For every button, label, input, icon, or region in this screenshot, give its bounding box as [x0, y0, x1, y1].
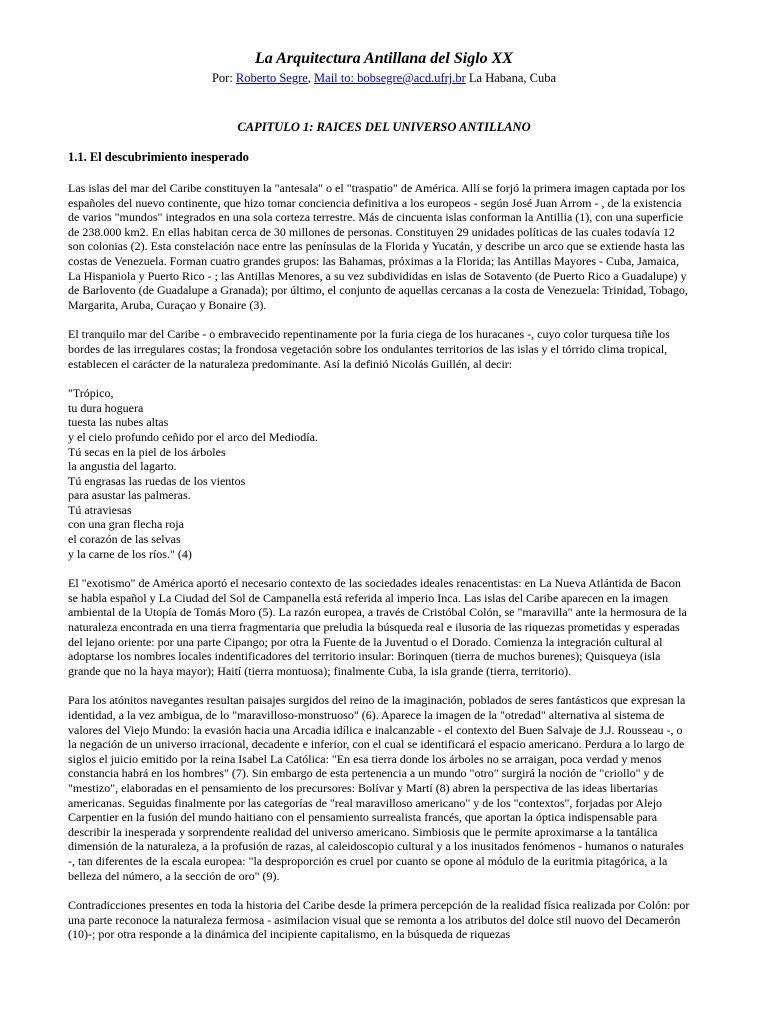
byline-separator: , — [307, 71, 315, 85]
poem-line: Tú secas en la piel de los árboles — [68, 444, 226, 459]
paragraph: El "exotismo" de América aportó el necesario contexto de las sociedades ideales renacentistas: en La Nueva Atlántida de Bacon se habla español y La Ciudad del Sol de Campanella está referida al imperio Inca. Las islas del Caribe aparecen en la imagen ambiental de la Utopía de Tomás Moro (5). La razón europea, a través de Cristóbal Colón, se "maravilla" ante la hermosura de la naturaleza encontrada en una tierra fragmentaria que preludia la búsqueda real e ilusoria de las riquezas prometidas y esperadas del lejano oriente: por una parte Cipango; por otra la Fuente de la Juventud o el Dorado. Comienza la integración cultural al adoptarse los nombres locales indentificadores del territorio insular: Borinquen (tierra de muchos burenes); Quisqueya (isla grande que no la haya mayor); Haití (tierra montuosa); finalmente Cuba, la isla grande (tierra, territorio). — [68, 576, 687, 678]
poem-quote — [68, 386, 690, 561]
byline — [0, 71, 768, 86]
poem-line: tu dura hoguera — [68, 400, 144, 415]
poem-line: el corazón de las selvas — [68, 532, 181, 547]
paragraph: Para los atónitos navegantes resultan paisajes surgidos del reino de la imaginación, poblados de seres fantásticos que expresan la identidad, a la vez ambigua, de lo "maravilloso-monstruoso" (6). Aparece la imagen de la "otredad" alternativa al sistema de valores del Viejo Mundo: la evasión hacia una Arcadia idílica e inalcanzable - el contexto del Buen Salvaje de J.J. Rousseau -, o la negación de un universo irracional, decadente e inferior, con el cual se identificará el espacio americano. Perdura a lo largo de siglos el juicio emitido por la reina Isabel La Católica: "En esa tierra donde los árboles no se arraigan, poca verdad y menos constancia habrá en los hombres" (7). Sin embargo de esta pertenencia a un mundo "otro" surgirá la noción de "criollo" y de "mestizo", elaboradas en el pensamiento de los precursores: Bolívar y Martí (8) abren la perspectiva de las ideas libertarias americanas. Seguidas finalmente por las categorías de "real maravilloso americano" y de los "contextos", forjadas por Alejo Carpentier en la fusión del mundo haitiano con el pensamiento surrealista francés, que aportan la óptica indispensable para describir la inesperada y sorprendente realidad del universo americano. Simbiosis que le permite aproximarse a la tantálica dimensión de la naturaleza, a la profusión de razas, al caleidoscopio cultural y a los inusitados fenómenos - humanos o naturales -, tan diferentes de la escala europea: "la desproporción es cruel por cuanto se opone al módulo de la euritmia pitagórica, a la belleza del número, a la sección de oro" (9). — [68, 693, 686, 883]
paragraph: Las islas del mar del Caribe constituyen la "antesala" o el "traspatio" de América. Allí se forjó la primera imagen captada por los españoles del nuevo continente, que hizo tomar conciencia definitiva a los europeos - según José Juan Arrom - , de la existencia de varios "mundos" integrados en una sola corteza terrestre. Más de cincuenta islas conforman la Antillia (1), con una superficie de 238.000 km2. En ellas habitan cerca de 30 millones de personas. Constituyen 29 unidades políticas de las cuales todavía 12 son colonias (2). Esta constelación nace entre las penínsulas de la Florida y Yucatán, y describe un arco que se extiende hasta las costas de Venezuela. Forman cuatro grandes grupos: las Bahamas, próximas a la Florida; las Antillas Mayores - Cuba, Jamaica, La Hispaniola y Puerto Rico - ; las Antillas Menores, a su vez subdivididas en islas de Sotavento (de Puerto Rico a Guadalupe) y de Barlovento (de Guadalupe a Granada); por último, el conjunto de aquellas cercanas a la costa de Venezuela: Trinidad, Tobago, Margarita, Aruba, Curaçao y Bonaire (3). — [68, 181, 688, 312]
chapter-heading: CAPITULO 1: RAICES DEL UNIVERSO ANTILLANO — [237, 120, 531, 134]
document-body — [68, 181, 690, 957]
paragraph: El tranquilo mar del Caribe - o embravecido repentinamente por la furia ciega de los huracanes -, cuyo color turquesa tiñe los bordes de las irregulares costas; la frondosa vegetación sobre los ondulantes territorios de las islas y el tórrido clima tropical, establecen el carácter de la naturaleza predominante. Así la definió Nicolás Guillén, al decir: — [68, 327, 670, 371]
poem-line: Tú atraviesas — [68, 502, 132, 517]
author-link[interactable]: Roberto Segre — [235, 71, 308, 85]
poem-line: y la carne de los ríos." (4) — [68, 546, 192, 561]
paragraph: Contradicciones presentes en toda la historia del Caribe desde la primera percepción de la realidad física realizada por Colón: por una parte reconoce la naturaleza fermosa - asimilacion visual que se remonta a los atributos del dolce stil nuovo del Decamerón (10)-; por otra responde a la dinámica del incipiente capitalismo, en la búsqueda de riquezas — [68, 898, 690, 942]
document-title: La Arquitectura Antillana del Siglo XX — [255, 50, 513, 67]
poem-line: tuesta las nubes altas — [68, 415, 169, 430]
byline-prefix: Por: — [211, 71, 236, 85]
poem-line: y el cielo profundo ceñido por el arco del Mediodía. — [68, 429, 318, 444]
section-heading: 1.1. El descubrimiento inesperado — [68, 150, 249, 164]
poem-line: la angustia del lagarto. — [68, 459, 177, 474]
mail-link[interactable]: Mail to: bobsegre@acd.ufrj.br — [314, 71, 466, 85]
poem-line: con una gran flecha roja — [68, 517, 184, 532]
byline-location: La Habana, Cuba — [465, 71, 557, 85]
poem-line: Tú engrasas las ruedas de los vientos — [68, 473, 246, 488]
poem-line: "Trópico, — [68, 386, 114, 401]
poem-line: para asustar las palmeras. — [68, 488, 191, 503]
